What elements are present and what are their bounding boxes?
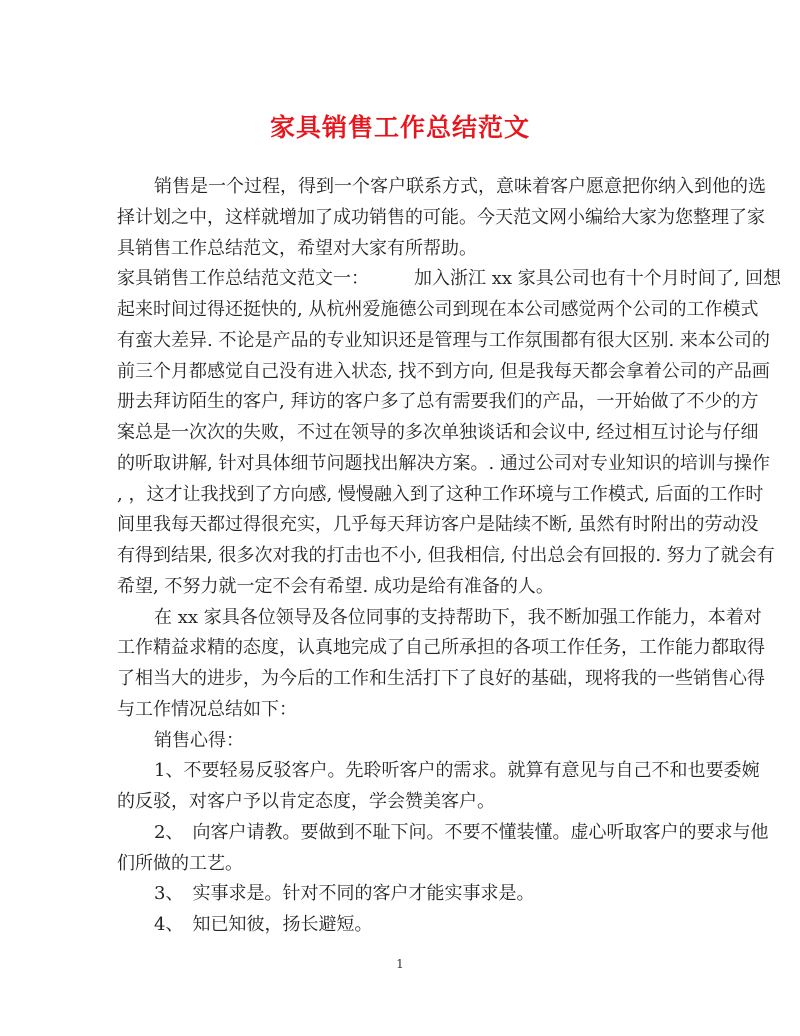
text-line: 销售心得： bbox=[154, 729, 244, 751]
paragraph bbox=[117, 910, 683, 941]
text-line: 们所做的工艺。 bbox=[117, 852, 243, 874]
text-line: 3、 实事求是。针对不同的客户才能实事求是。 bbox=[154, 883, 535, 905]
text-line: 案总是一次次的失败，不过在领导的多次单独谈话和会议中, 经过相互讨论与仔细 bbox=[117, 422, 759, 443]
text-line: 工作精益求精的态度，认真地完成了自己所承担的各项工作任务，工作能力都取得 bbox=[117, 637, 765, 659]
paragraph bbox=[117, 756, 760, 818]
paragraph bbox=[117, 264, 782, 602]
text-line: 择计划之中，这样就增加了成功销售的可能。今天范文网小编给大家为您整理了家 bbox=[117, 206, 765, 228]
text-line: 间里我每天都过得很充实，几乎每天拜访客户是陆续不断, 虽然有时附出的劳动没 bbox=[117, 514, 759, 536]
text-line: 4、 知已知彼，扬长避短。 bbox=[154, 914, 373, 935]
paragraph bbox=[117, 603, 765, 726]
text-line: 与工作情况总结如下： bbox=[117, 698, 297, 720]
paragraph bbox=[117, 172, 766, 264]
page-number: 1 bbox=[396, 957, 404, 971]
paragraph bbox=[117, 726, 683, 757]
text-line: 册去拜访陌生的客户, 拜访的客户多了总有需要我们的产品，一开始做了不少的方 bbox=[117, 391, 759, 413]
paragraph bbox=[117, 879, 683, 910]
text-line: 2、 向客户请教。要做到不耻下问。不要不懂装懂。虚心听取客户的要求与他 bbox=[154, 821, 769, 843]
paragraph bbox=[117, 818, 769, 880]
text-line: 有得到结果, 很多次对我的打击也不小, 但我相信, 付出总会有回报的. 努力了就会有 bbox=[117, 545, 775, 566]
text-line: 销售是一个过程，得到一个客户联系方式，意味着客户愿意把你纳入到他的选 bbox=[154, 176, 766, 197]
text-line: 的听取讲解, 针对具体细节问题找出解决方案。. 通过公司对专业知识的培训与操作 bbox=[117, 452, 770, 474]
text-line: 有蛮大差异. 不论是产品的专业知识还是管理与工作氛围都有很大区别. 来本公司的 bbox=[117, 329, 770, 351]
text-line: 希望, 不努力就一定不会有希望. 成功是给有准备的人。 bbox=[117, 575, 554, 597]
document-title: 家具销售工作总结范文 bbox=[269, 113, 530, 142]
text-line: 前三个月都感觉自己没有进入状态, 找不到方向, 但是我每天都会拿着公司的产品画 bbox=[117, 360, 770, 382]
text-line: 的反驳，对客户予以肯定态度，学会赞美客户。 bbox=[117, 791, 495, 812]
text-line: 了相当大的进步，为今后的工作和生活打下了良好的基础，现将我的一些销售心得 bbox=[117, 668, 765, 689]
text-line: 1、不要轻易反驳客户。先聆听客户的需求。就算有意见与自己不和也要委婉 bbox=[154, 760, 760, 782]
document-body bbox=[117, 172, 782, 941]
text-line: 在 xx 家具各位领导及各位同事的支持帮助下，我不断加强工作能力，本着对 bbox=[154, 606, 762, 628]
text-line: , ，这才让我找到了方向感, 慢慢融入到了这种工作环境与工作模式, 后面的工作时 bbox=[117, 483, 764, 505]
text-line: 具销售工作总结范文，希望对大家有所帮助。 bbox=[117, 237, 477, 259]
text-line: 家具销售工作总结范文范文一： 加入浙江 xx 家具公司也有十个月时间了, 回想 bbox=[117, 268, 782, 290]
text-line: 起来时间过得还挺快的, 从杭州爱施德公司到现在本公司感觉两个公司的工作模式 bbox=[117, 299, 759, 320]
